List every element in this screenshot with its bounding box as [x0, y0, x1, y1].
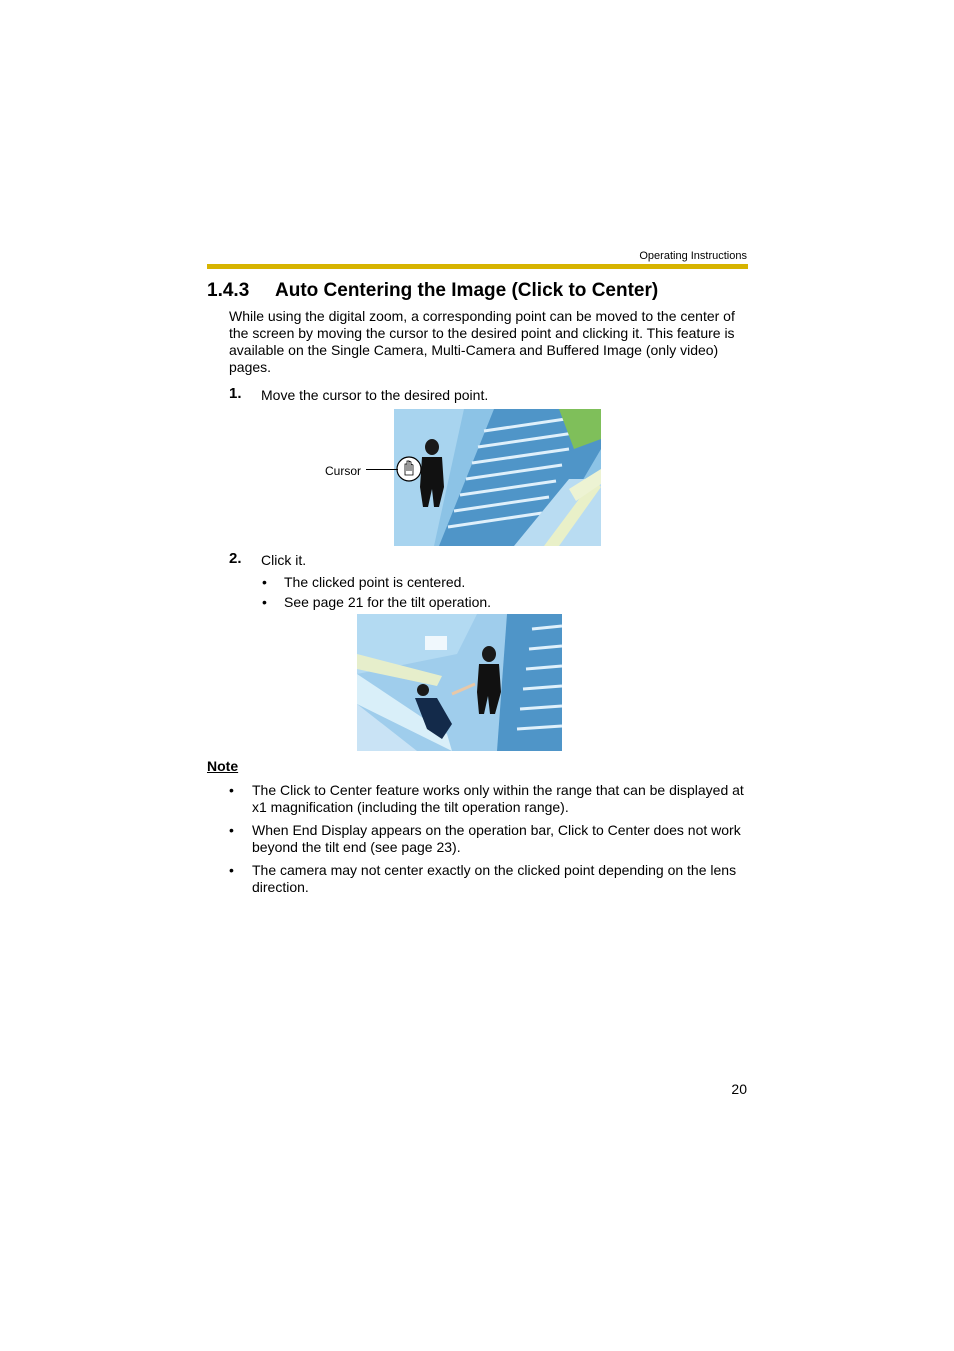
note-item-2	[229, 822, 749, 856]
note-item-3	[229, 862, 749, 896]
section-number: 1.4.3	[207, 280, 250, 301]
photo-before-click	[394, 409, 601, 546]
bullet-symbol: •	[262, 594, 267, 610]
step-2-bullet-2	[262, 594, 491, 610]
step-2-text: Click it.	[261, 552, 307, 568]
header-rule	[207, 264, 748, 269]
bullet-symbol: •	[262, 574, 267, 590]
running-header: Operating Instructions	[639, 250, 747, 262]
bullet-symbol: •	[229, 862, 234, 878]
page-number: 20	[731, 1081, 747, 1097]
cursor-callout-label: Cursor	[325, 464, 362, 478]
note-item-1	[229, 782, 749, 816]
note-item-text: The camera may not center exactly on the clicked point depending on the lens direction.	[252, 862, 737, 895]
cursor-callout-line	[366, 469, 398, 470]
section-heading	[207, 280, 658, 302]
intro-paragraph: While using the digital zoom, a corresponding point can be moved to the center of the screen by moving the cursor to the desired point and clicking it. This feature is available on the Single Camera, Multi-Camera and Buffered Image (only video) pages.	[229, 308, 735, 375]
bullet-text: See page 21 for the tilt operation.	[284, 594, 492, 610]
step-2-bullet-1	[262, 574, 465, 590]
bullet-text: The clicked point is centered.	[284, 574, 466, 590]
step-1-number: 1.	[229, 385, 242, 402]
note-item-text: When End Display appears on the operation bar, Click to Center does not work beyond the tilt end (see page 23).	[252, 822, 741, 855]
note-item-text: The Click to Center feature works only within the range that can be displayed at x1 magnification (including the tilt operation range).	[252, 782, 744, 815]
step-2-number: 2.	[229, 550, 242, 567]
step-2	[229, 550, 242, 568]
step-1	[229, 385, 242, 403]
step-1-text: Move the cursor to the desired point.	[261, 387, 489, 403]
note-heading: Note	[207, 758, 239, 774]
section-title: Auto Centering the Image (Click to Center)	[275, 280, 659, 301]
bullet-symbol: •	[229, 822, 234, 838]
photo-after-click	[357, 614, 562, 751]
bullet-symbol: •	[229, 782, 234, 798]
